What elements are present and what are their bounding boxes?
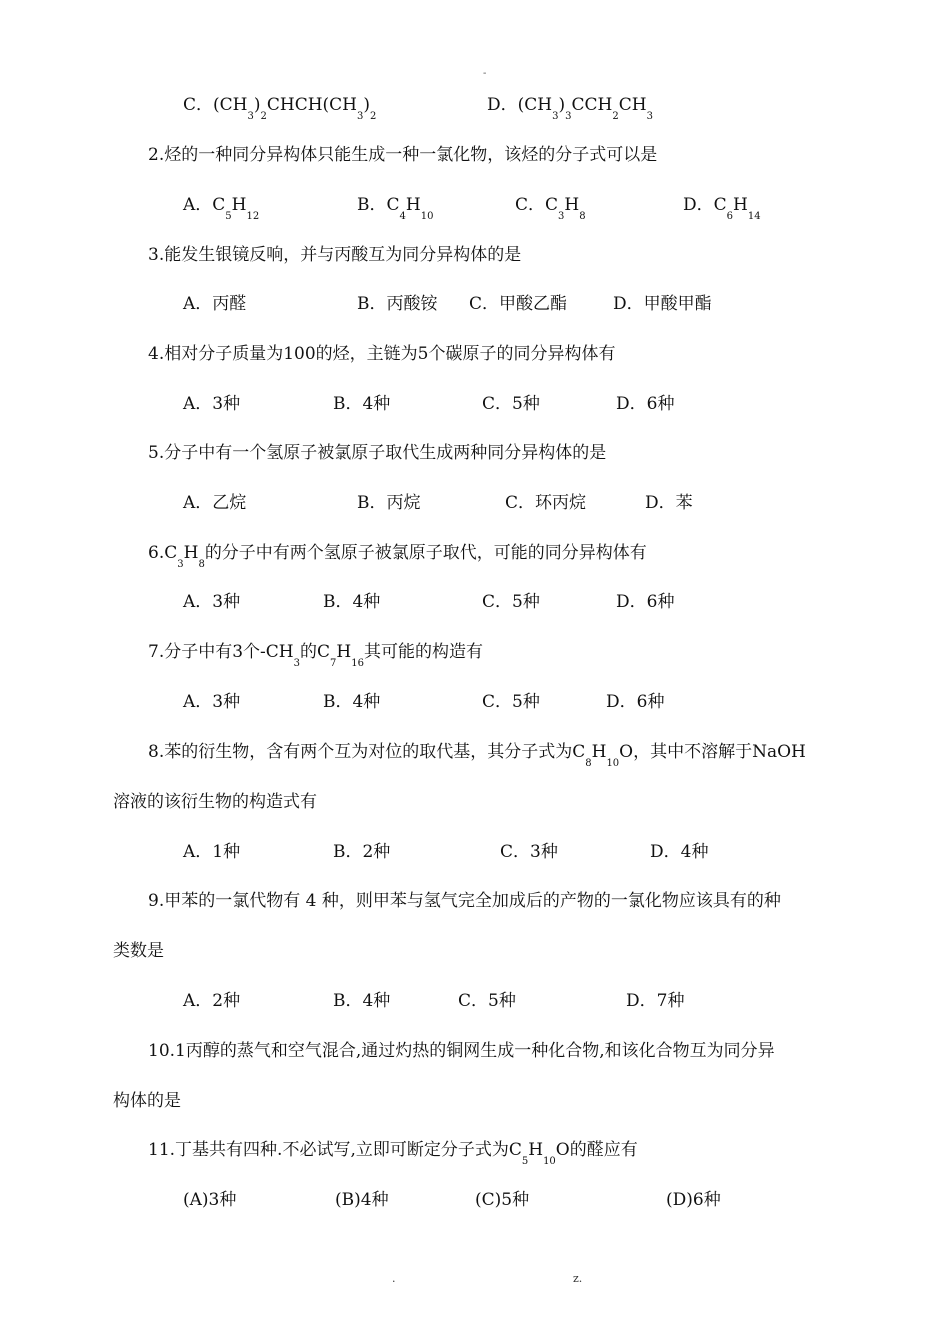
- q4-option-a: A．3种: [183, 394, 241, 414]
- q11-option-b: (B)4种: [335, 1190, 389, 1210]
- prev-option-d: D．$(CH_3)_3CCH_2CH_3$: [487, 95, 653, 122]
- q3-option-a: A．丙醛: [183, 294, 247, 314]
- q8-option-c: C．3种: [500, 842, 558, 862]
- question-7: 7.分子中有3个$-CH_3$的$C_7H_{16}$其可能的构造有: [148, 642, 483, 669]
- question-10-continued: 构体的是: [113, 1091, 181, 1111]
- q6-option-c: C．5种: [482, 592, 540, 612]
- q11-option-d: (D)6种: [666, 1190, 721, 1210]
- q7-option-c: C．5种: [482, 692, 540, 712]
- question-8-continued: 溶液的该衍生物的构造式有: [113, 792, 317, 812]
- q7-option-b: B．4种: [323, 692, 381, 712]
- q9-option-d: D．7种: [626, 991, 685, 1011]
- q3-option-d: D．甲酸甲酯: [613, 294, 712, 314]
- q8-option-a: A．1种: [183, 842, 241, 862]
- q3-option-c: C．甲酸乙酯: [469, 294, 568, 314]
- q2-option-c: C．$C_3H_8$: [515, 195, 586, 222]
- q11-option-c: (C)5种: [475, 1190, 530, 1210]
- q7-option-d: D．6种: [606, 692, 665, 712]
- q6-option-a: A．3种: [183, 592, 241, 612]
- q6-option-b: B．4种: [323, 592, 381, 612]
- question-2: 2.烃的一种同分异构体只能生成一种一氯化物，该烃的分子式可以是: [148, 145, 658, 165]
- q9-option-c: C．5种: [458, 991, 516, 1011]
- q2-option-d: D．$C_6H_{14}$: [683, 195, 761, 222]
- question-11: 11.丁基共有四种.不必试写,立即可断定分子式为$C_5H_{10}O$的醛应有: [148, 1140, 638, 1167]
- header-mark: -: [483, 68, 487, 79]
- q5-option-d: D．苯: [645, 493, 693, 513]
- question-5: 5.分子中有一个氢原子被氯原子取代生成两种同分异构体的是: [148, 443, 607, 463]
- footer-left-mark: .: [392, 1272, 396, 1285]
- question-6: $6.C_3H_8$的分子中有两个氢原子被氯原子取代，可能的同分异构体有: [148, 543, 647, 570]
- q2-option-b: B．$C_4H_{10}$: [357, 195, 434, 222]
- q5-option-a: A．乙烷: [183, 493, 247, 513]
- question-9-continued: 类数是: [113, 941, 164, 961]
- question-3: 3.能发生银镜反响，并与丙酸互为同分异构体的是: [148, 245, 522, 265]
- question-9: 9.甲苯的一氯代物有 4 种，则甲苯与氢气完全加成后的产物的一氯化物应该具有的种: [148, 891, 781, 911]
- q7-option-a: A．3种: [183, 692, 241, 712]
- q2-option-a: A．$C_5H_{12}$: [183, 195, 260, 222]
- q3-option-b: B．丙酸铵: [357, 294, 438, 314]
- q8-option-b: B．2种: [333, 842, 391, 862]
- q4-option-d: D．6种: [616, 394, 675, 414]
- q9-option-a: A．2种: [183, 991, 241, 1011]
- q4-option-c: C．5种: [482, 394, 540, 414]
- q6-option-d: D．6种: [616, 592, 675, 612]
- question-4: 4.相对分子质量为100的烃，主链为5个碳原子的同分异构体有: [148, 344, 616, 364]
- question-8: 8.苯的衍生物，含有两个互为对位的取代基，其分子式为$C_8H_{10}O$，其中不溶解于NaOH: [148, 742, 806, 769]
- q8-option-d: D．4种: [650, 842, 709, 862]
- q11-option-a: (A)3种: [183, 1190, 237, 1210]
- footer-right-mark: z.: [573, 1272, 583, 1285]
- q9-option-b: B．4种: [333, 991, 391, 1011]
- q5-option-b: B．丙烷: [357, 493, 421, 513]
- q5-option-c: C．环丙烷: [505, 493, 587, 513]
- q4-option-b: B．4种: [333, 394, 391, 414]
- prev-option-c: C．$(CH_3)_2CHCH(CH_3)_2$: [183, 95, 377, 122]
- question-10: 10.1丙醇的蒸气和空气混合,通过灼热的铜网生成一种化合物,和该化合物互为同分异: [148, 1041, 775, 1061]
